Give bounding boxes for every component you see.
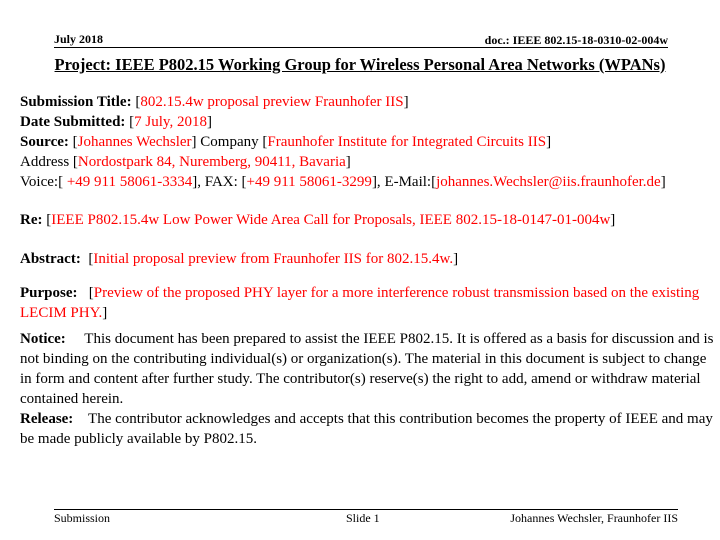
purpose-label: Purpose: bbox=[20, 285, 78, 301]
submission-title-value: 802.15.4w proposal preview Fraunhofer IIS bbox=[140, 94, 404, 110]
notice-text: This document has been prepared to assist the IEEE P802.15. It is offered as a basis for discussion and is not binding on the contributing individual(s) or organization(s). The material in this document is subject to change in form and content after further study. The contributor(s) reserve(s) the right to add, amend or withdraw material contained herein. bbox=[20, 331, 714, 407]
footer-submission: Submission bbox=[54, 511, 111, 525]
voice-label: Voice: bbox=[20, 174, 59, 190]
submission-title-label: Submission Title: bbox=[20, 94, 132, 110]
release-label: Release: bbox=[20, 411, 74, 427]
notice-label: Notice: bbox=[20, 331, 66, 347]
email-value: johannes.Wechsler@iis.fraunhofer.de bbox=[436, 174, 661, 190]
release-paragraph bbox=[20, 409, 716, 449]
header-date: July 2018 bbox=[54, 32, 104, 46]
purpose-line: Purpose: [Preview of the proposed PHY layer for a more interference robust transmission based on the existing LECIM PHY.] bbox=[20, 285, 700, 321]
source-name: Johannes Wechsler bbox=[77, 134, 192, 150]
company-label: Company bbox=[200, 134, 259, 150]
footer-author: Johannes Wechsler, Fraunhofer IIS bbox=[510, 511, 678, 525]
source-label: Source: bbox=[20, 134, 69, 150]
source-line: Source: [Johannes Wechsler] Company [Fraunhofer Institute for Integrated Circuits IIS] bbox=[20, 134, 552, 150]
fax-value: +49 911 58061-3299 bbox=[246, 174, 372, 190]
abstract-label: Abstract: bbox=[20, 251, 81, 267]
footer-slide-number: Slide 1 bbox=[346, 511, 380, 525]
document-body bbox=[20, 92, 716, 449]
date-submitted-value: 7 July, 2018 bbox=[134, 114, 207, 130]
voice-value: +49 911 58061-3334 bbox=[63, 174, 193, 190]
date-submitted-label: Date Submitted: bbox=[20, 114, 126, 130]
submission-title-line: Submission Title: [802.15.4w proposal preview Fraunhofer IIS] bbox=[20, 94, 409, 110]
project-title: Project: IEEE P802.15 Working Group for Wireless Personal Area Networks (WPANs) bbox=[54, 55, 666, 74]
release-text: The contributor acknowledges and accepts that this contribution becomes the property of IEEE and may be made publicly available by P802.15. bbox=[20, 411, 713, 447]
address-line: Address [Nordostpark 84, Nuremberg, 90411, Bavaria] bbox=[20, 154, 351, 170]
company-value: Fraunhofer Institute for Integrated Circuits IIS bbox=[267, 134, 547, 150]
address-label: Address bbox=[20, 154, 70, 170]
date-submitted-line: Date Submitted: [7 July, 2018] bbox=[20, 114, 212, 130]
footer-divider bbox=[54, 509, 678, 510]
purpose-value: Preview of the proposed PHY layer for a more interference robust transmission based on the existing LECIM PHY. bbox=[20, 285, 700, 321]
re-label: Re: bbox=[20, 212, 43, 228]
contact-line: Voice:[ +49 911 58061-3334], FAX: [+49 911 58061-3299], E-Mail:[johannes.Wechsler@iis.fraunhofer.de] bbox=[20, 174, 666, 190]
header-divider bbox=[54, 47, 668, 48]
fax-label: FAX: bbox=[204, 174, 238, 190]
header-doc-id: doc.: IEEE 802.15-18-0310-02-004w bbox=[484, 33, 668, 47]
abstract-value: Initial proposal preview from Fraunhofer IIS for 802.15.4w. bbox=[93, 251, 454, 267]
email-label: E-Mail: bbox=[384, 174, 432, 190]
re-value: IEEE P802.15.4w Low Power Wide Area Call for Proposals, IEEE 802.15-18-0147-01-004w bbox=[51, 212, 611, 228]
notice-paragraph bbox=[20, 329, 716, 409]
re-line: Re: [IEEE P802.15.4w Low Power Wide Area Call for Proposals, IEEE 802.15-18-0147-01-004w] bbox=[20, 212, 616, 228]
address-value: Nordostpark 84, Nuremberg, 90411, Bavaria bbox=[77, 154, 346, 170]
abstract-line: Abstract: [Initial proposal preview from Fraunhofer IIS for 802.15.4w.] bbox=[20, 251, 459, 267]
